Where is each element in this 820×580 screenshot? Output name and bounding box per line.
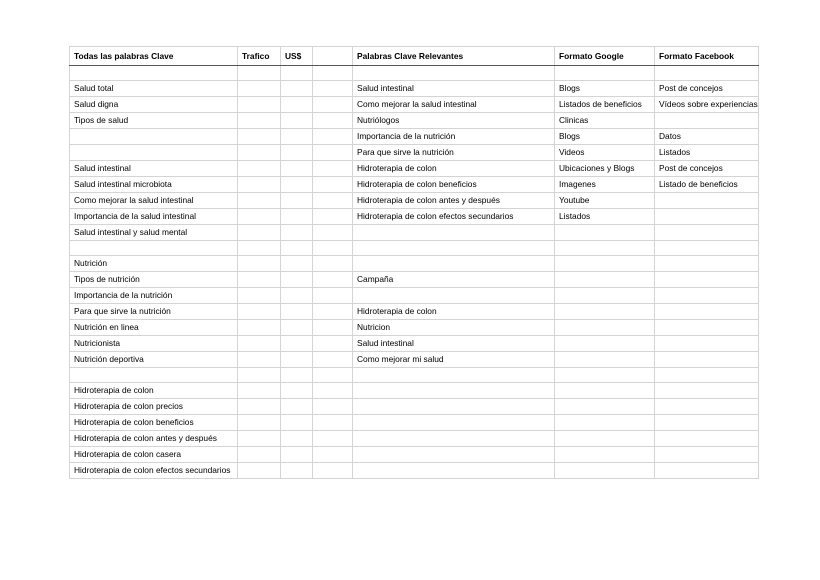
cell-relevantes[interactable] — [353, 447, 555, 463]
cell-keywords[interactable] — [70, 66, 238, 81]
cell-trafico[interactable] — [238, 368, 281, 383]
cell-facebook[interactable] — [655, 336, 759, 352]
cell-extra[interactable] — [313, 320, 353, 336]
cell-relevantes[interactable] — [353, 241, 555, 256]
table-row — [70, 399, 759, 415]
cell-facebook[interactable]: Datos — [655, 129, 759, 145]
column-header-keywords[interactable]: Todas las palabras Clave — [70, 47, 238, 66]
cell-relevantes[interactable] — [353, 431, 555, 447]
cell-trafico[interactable] — [238, 352, 281, 368]
cell-facebook[interactable] — [655, 383, 759, 399]
cell-keywords[interactable]: Hidroterapia de colon antes y después — [70, 431, 238, 447]
cell-usd[interactable] — [281, 415, 313, 431]
table-row — [70, 415, 759, 431]
cell-google[interactable]: Blogs — [555, 81, 655, 97]
cell-google[interactable] — [555, 431, 655, 447]
cell-google[interactable] — [555, 256, 655, 272]
cell-usd[interactable] — [281, 463, 313, 479]
cell-usd[interactable] — [281, 129, 313, 145]
cell-usd[interactable] — [281, 336, 313, 352]
table-row — [70, 97, 759, 113]
cell-trafico[interactable] — [238, 272, 281, 288]
column-header-google[interactable]: Formato Google — [555, 47, 655, 66]
cell-usd[interactable] — [281, 320, 313, 336]
cell-extra[interactable] — [313, 383, 353, 399]
cell-usd[interactable] — [281, 431, 313, 447]
cell-trafico[interactable] — [238, 225, 281, 241]
cell-usd[interactable] — [281, 81, 313, 97]
cell-trafico[interactable] — [238, 161, 281, 177]
column-header-usd[interactable]: US$ — [281, 47, 313, 66]
cell-extra[interactable] — [313, 415, 353, 431]
cell-trafico[interactable] — [238, 447, 281, 463]
cell-extra[interactable] — [313, 431, 353, 447]
table-row — [70, 463, 759, 479]
cell-trafico[interactable] — [238, 113, 281, 129]
cell-usd[interactable] — [281, 225, 313, 241]
column-header-facebook[interactable]: Formato Facebook — [655, 47, 759, 66]
cell-trafico[interactable] — [238, 209, 281, 225]
table-row — [70, 352, 759, 368]
cell-google[interactable]: Blogs — [555, 129, 655, 145]
cell-usd[interactable] — [281, 447, 313, 463]
cell-extra[interactable] — [313, 209, 353, 225]
cell-extra[interactable] — [313, 66, 353, 81]
cell-relevantes[interactable]: Para que sirve la nutrición — [353, 145, 555, 161]
table-row — [70, 447, 759, 463]
cell-google[interactable]: Imagenes — [555, 177, 655, 193]
cell-trafico[interactable] — [238, 97, 281, 113]
cell-usd[interactable] — [281, 145, 313, 161]
cell-extra[interactable] — [313, 447, 353, 463]
table-row — [70, 288, 759, 304]
cell-relevantes[interactable] — [353, 383, 555, 399]
cell-extra[interactable] — [313, 193, 353, 209]
cell-relevantes[interactable]: Salud intestinal — [353, 81, 555, 97]
cell-relevantes[interactable] — [353, 288, 555, 304]
cell-google[interactable]: Listados — [555, 209, 655, 225]
table-row — [70, 225, 759, 241]
cell-facebook[interactable] — [655, 304, 759, 320]
cell-extra[interactable] — [313, 225, 353, 241]
cell-google[interactable] — [555, 272, 655, 288]
cell-usd[interactable] — [281, 97, 313, 113]
table-row — [70, 336, 759, 352]
cell-google[interactable] — [555, 447, 655, 463]
cell-google[interactable]: Youtube — [555, 193, 655, 209]
cell-facebook[interactable] — [655, 193, 759, 209]
cell-extra[interactable] — [313, 368, 353, 383]
cell-google[interactable] — [555, 383, 655, 399]
cell-google[interactable] — [555, 368, 655, 383]
table-row — [70, 81, 759, 97]
cell-facebook[interactable] — [655, 225, 759, 241]
table-row — [70, 177, 759, 193]
cell-google[interactable] — [555, 399, 655, 415]
cell-keywords[interactable]: Importancia de la nutrición — [70, 288, 238, 304]
table-row — [70, 304, 759, 320]
cell-facebook[interactable] — [655, 272, 759, 288]
cell-google[interactable]: Videos — [555, 145, 655, 161]
cell-extra[interactable] — [313, 81, 353, 97]
cell-keywords[interactable]: Nutrición — [70, 256, 238, 272]
cell-relevantes[interactable]: Hidroterapia de colon — [353, 161, 555, 177]
table-row — [70, 320, 759, 336]
cell-extra[interactable] — [313, 129, 353, 145]
cell-relevantes[interactable]: Como mejorar la salud intestinal — [353, 97, 555, 113]
cell-keywords[interactable] — [70, 241, 238, 256]
table-row — [70, 193, 759, 209]
cell-extra[interactable] — [313, 113, 353, 129]
cell-relevantes[interactable] — [353, 368, 555, 383]
cell-trafico[interactable] — [238, 415, 281, 431]
cell-keywords[interactable]: Salud digna — [70, 97, 238, 113]
table-row — [70, 256, 759, 272]
cell-facebook[interactable]: Post de concejos — [655, 161, 759, 177]
header-row — [70, 47, 759, 66]
cell-usd[interactable] — [281, 256, 313, 272]
cell-extra[interactable] — [313, 161, 353, 177]
cell-relevantes[interactable]: Nutricion — [353, 320, 555, 336]
table-row — [70, 431, 759, 447]
cell-relevantes[interactable]: Hidroterapia de colon — [353, 304, 555, 320]
cell-relevantes[interactable] — [353, 66, 555, 81]
cell-keywords[interactable]: Salud intestinal y salud mental — [70, 225, 238, 241]
cell-facebook[interactable] — [655, 431, 759, 447]
column-header-trafico[interactable]: Trafico — [238, 47, 281, 66]
table-row — [70, 241, 759, 256]
cell-facebook[interactable]: Listado de beneficios — [655, 177, 759, 193]
table-row — [70, 145, 759, 161]
cell-trafico[interactable] — [238, 81, 281, 97]
cell-extra[interactable] — [313, 352, 353, 368]
cell-relevantes[interactable]: Importancia de la nutrición — [353, 129, 555, 145]
cell-extra[interactable] — [313, 399, 353, 415]
cell-google[interactable] — [555, 463, 655, 479]
cell-trafico[interactable] — [238, 66, 281, 81]
cell-extra[interactable] — [313, 97, 353, 113]
cell-google[interactable] — [555, 304, 655, 320]
cell-relevantes[interactable]: Campaña — [353, 272, 555, 288]
cell-relevantes[interactable] — [353, 463, 555, 479]
cell-keywords[interactable]: Para que sirve la nutrición — [70, 304, 238, 320]
table-row — [70, 209, 759, 225]
cell-google[interactable] — [555, 66, 655, 81]
cell-facebook[interactable]: Vídeos sobre experiencias — [655, 97, 759, 113]
cell-facebook[interactable] — [655, 415, 759, 431]
table-row — [70, 129, 759, 145]
cell-keywords[interactable]: Tipos de nutrición — [70, 272, 238, 288]
cell-facebook[interactable] — [655, 447, 759, 463]
cell-google[interactable]: Listados de beneficios — [555, 97, 655, 113]
cell-keywords[interactable]: Tipos de salud — [70, 113, 238, 129]
cell-keywords[interactable]: Hidroterapia de colon precios — [70, 399, 238, 415]
cell-relevantes[interactable]: Hidroterapia de colon beneficios — [353, 177, 555, 193]
cell-google[interactable] — [555, 241, 655, 256]
cell-google[interactable] — [555, 288, 655, 304]
cell-trafico[interactable] — [238, 304, 281, 320]
cell-trafico[interactable] — [238, 177, 281, 193]
cell-keywords[interactable]: Salud total — [70, 81, 238, 97]
cell-keywords[interactable]: Hidroterapia de colon casera — [70, 447, 238, 463]
cell-usd[interactable] — [281, 272, 313, 288]
cell-facebook[interactable] — [655, 113, 759, 129]
cell-keywords[interactable]: Importancia de la salud intestinal — [70, 209, 238, 225]
cell-trafico[interactable] — [238, 431, 281, 447]
cell-keywords[interactable]: Salud intestinal — [70, 161, 238, 177]
cell-relevantes[interactable]: Nutriólogos — [353, 113, 555, 129]
cell-facebook[interactable] — [655, 209, 759, 225]
cell-keywords[interactable]: Nutrición deportiva — [70, 352, 238, 368]
cell-trafico[interactable] — [238, 336, 281, 352]
cell-usd[interactable] — [281, 241, 313, 256]
cell-google[interactable] — [555, 320, 655, 336]
cell-usd[interactable] — [281, 352, 313, 368]
spreadsheet-area — [69, 46, 759, 479]
cell-facebook[interactable]: Listados — [655, 145, 759, 161]
table-row — [70, 161, 759, 177]
cell-keywords[interactable] — [70, 145, 238, 161]
cell-facebook[interactable]: Post de concejos — [655, 81, 759, 97]
cell-usd[interactable] — [281, 383, 313, 399]
column-header-extra[interactable] — [313, 47, 353, 66]
cell-extra[interactable] — [313, 336, 353, 352]
cell-usd[interactable] — [281, 399, 313, 415]
cell-facebook[interactable] — [655, 241, 759, 256]
cell-usd[interactable] — [281, 177, 313, 193]
cell-trafico[interactable] — [238, 383, 281, 399]
cell-google[interactable]: Clinicas — [555, 113, 655, 129]
table-row — [70, 66, 759, 81]
cell-usd[interactable] — [281, 193, 313, 209]
cell-usd[interactable] — [281, 209, 313, 225]
cell-keywords[interactable] — [70, 129, 238, 145]
cell-relevantes[interactable] — [353, 225, 555, 241]
cell-google[interactable] — [555, 415, 655, 431]
cell-extra[interactable] — [313, 177, 353, 193]
cell-google[interactable] — [555, 336, 655, 352]
cell-usd[interactable] — [281, 66, 313, 81]
cell-relevantes[interactable] — [353, 415, 555, 431]
column-header-relevantes[interactable]: Palabras Clave Relevantes — [353, 47, 555, 66]
cell-keywords[interactable]: Hidroterapia de colon efectos secundarios — [70, 463, 238, 479]
cell-trafico[interactable] — [238, 241, 281, 256]
cell-extra[interactable] — [313, 463, 353, 479]
table-row — [70, 368, 759, 383]
cell-google[interactable] — [555, 225, 655, 241]
cell-usd[interactable] — [281, 368, 313, 383]
cell-relevantes[interactable] — [353, 399, 555, 415]
cell-relevantes[interactable]: Como mejorar mi salud — [353, 352, 555, 368]
cell-extra[interactable] — [313, 256, 353, 272]
cell-keywords[interactable]: Como mejorar la salud intestinal — [70, 193, 238, 209]
table-body — [70, 66, 759, 479]
cell-trafico[interactable] — [238, 256, 281, 272]
cell-google[interactable]: Ubicaciones y Blogs — [555, 161, 655, 177]
table-row — [70, 272, 759, 288]
cell-trafico[interactable] — [238, 320, 281, 336]
cell-extra[interactable] — [313, 288, 353, 304]
cell-facebook[interactable] — [655, 463, 759, 479]
cell-keywords[interactable]: Hidroterapia de colon beneficios — [70, 415, 238, 431]
cell-trafico[interactable] — [238, 145, 281, 161]
cell-keywords[interactable]: Nutricionista — [70, 336, 238, 352]
cell-extra[interactable] — [313, 241, 353, 256]
cell-facebook[interactable] — [655, 399, 759, 415]
cell-usd[interactable] — [281, 288, 313, 304]
cell-extra[interactable] — [313, 304, 353, 320]
cell-keywords[interactable] — [70, 368, 238, 383]
cell-trafico[interactable] — [238, 129, 281, 145]
cell-relevantes[interactable] — [353, 256, 555, 272]
cell-facebook[interactable] — [655, 368, 759, 383]
cell-facebook[interactable] — [655, 320, 759, 336]
cell-trafico[interactable] — [238, 463, 281, 479]
cell-usd[interactable] — [281, 304, 313, 320]
table-header — [70, 47, 759, 66]
cell-usd[interactable] — [281, 161, 313, 177]
table-row — [70, 113, 759, 129]
cell-facebook[interactable] — [655, 352, 759, 368]
cell-extra[interactable] — [313, 272, 353, 288]
cell-facebook[interactable] — [655, 288, 759, 304]
keyword-planning-table[interactable] — [69, 46, 759, 479]
cell-facebook[interactable] — [655, 256, 759, 272]
cell-keywords[interactable]: Salud intestinal microbiota — [70, 177, 238, 193]
cell-trafico[interactable] — [238, 193, 281, 209]
table-row — [70, 383, 759, 399]
cell-usd[interactable] — [281, 113, 313, 129]
cell-google[interactable] — [555, 352, 655, 368]
cell-facebook[interactable] — [655, 66, 759, 81]
cell-keywords[interactable]: Nutrición en linea — [70, 320, 238, 336]
cell-trafico[interactable] — [238, 288, 281, 304]
cell-relevantes[interactable]: Salud intestinal — [353, 336, 555, 352]
cell-trafico[interactable] — [238, 399, 281, 415]
cell-relevantes[interactable]: Hidroterapia de colon efectos secundarios — [353, 209, 555, 225]
cell-relevantes[interactable]: Hidroterapia de colon antes y después — [353, 193, 555, 209]
cell-extra[interactable] — [313, 145, 353, 161]
cell-keywords[interactable]: Hidroterapia de colon — [70, 383, 238, 399]
